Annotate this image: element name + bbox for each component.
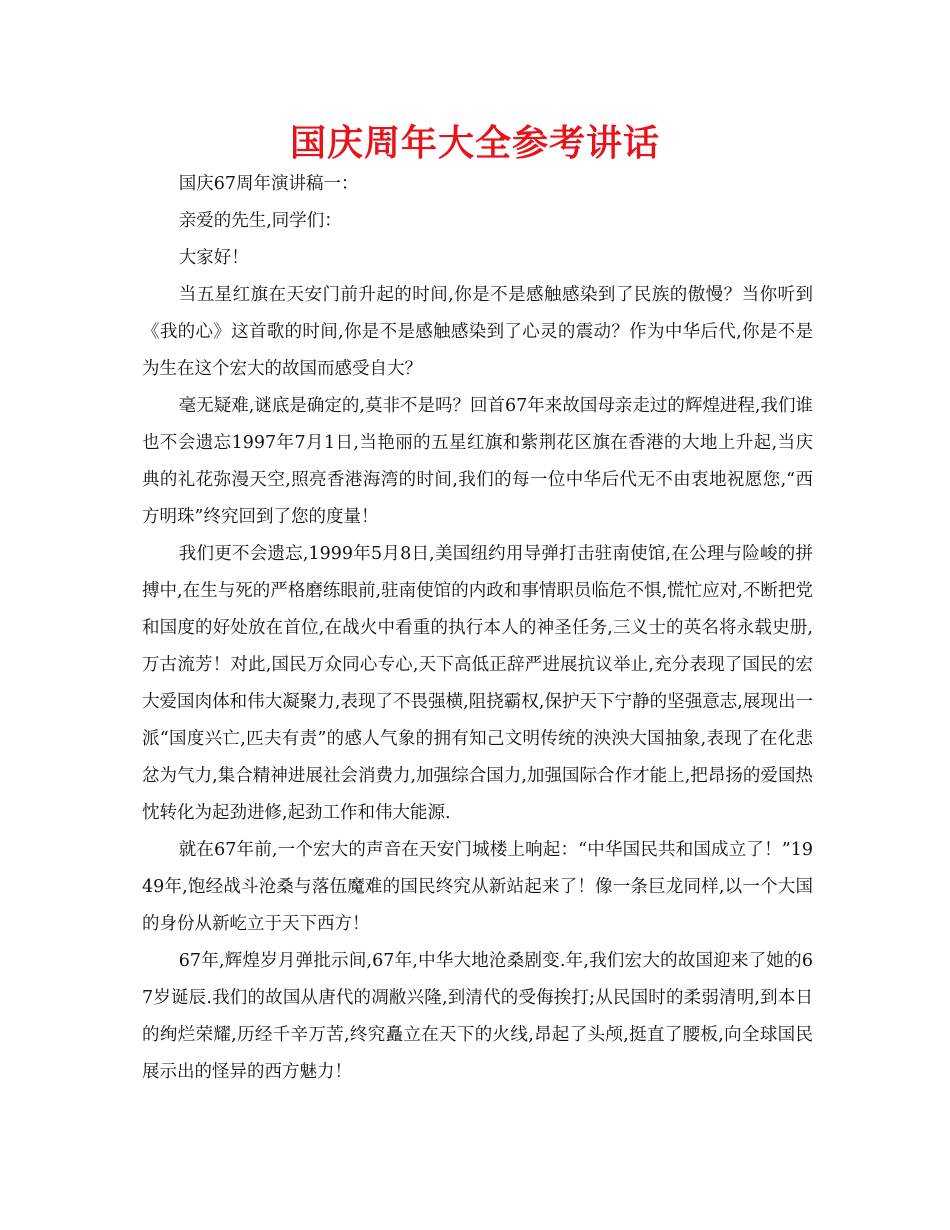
paragraph-speech-heading: 国庆67周年演讲稿一： xyxy=(178,174,359,194)
paragraph-body-1: 当五星红旗在天安门前升起的时间,你是不是感触感染到了民族的傲慢？当你听到《我的心》这首歌的时间,你是不是感触感染到了心灵的震动？作为中华后代,你是不是为生在这个宏大的故国而感受自大？ xyxy=(142,285,813,379)
paragraph-greeting: 大家好！ xyxy=(178,248,249,268)
document-body xyxy=(142,166,813,1091)
document-title: 国庆周年大全参考讲话 xyxy=(289,123,660,164)
paragraph-body-5: 67年,辉煌岁月弹批示间,67年,中华大地沧桑剧变.年,我们宏大的故国迎来了她的67岁诞辰.我们的故国从唐代的凋敝兴隆,到清代的受侮挨打;从民国时的柔弱清明,到本日的绚烂荣耀,历经千辛万苦,终究矗立在天下的火线,昂起了头颅,挺直了腰板,向全球国民展示出的怪异的西方魅力！ xyxy=(142,951,813,1082)
paragraph-body-4: 就在67年前,一个宏大的声音在天安门城楼上响起：“中华国民共和国成立了！”1949年,饱经战斗沧桑与落伍魔难的国民终究从新站起来了！像一条巨龙同样,以一个大国的身份从新屹立于天下西方！ xyxy=(142,840,813,934)
paragraph-salutation: 亲爱的先生,同学们： xyxy=(178,211,342,231)
paragraph-body-3: 我们更不会遗忘,1999年5月8日,美国纽约用导弹打击驻南使馆,在公理与险峻的拼搏中,在生与死的严格磨练眼前,驻南使馆的内政和事情职员临危不惧,慌忙应对,不断把党和国度的好处放在首位,在战火中看重的执行本人的神圣任务,三义士的英名将永载史册,万古流芳！对此,国民万众同心专心,天下高低正辞严进展抗议举止,充分表现了国民的宏大爱国肉体和伟大凝聚力,表现了不畏强横,阻挠霸权,保护天下宁静的坚强意志,展现出一派“国度兴亡,匹夫有责”的感人气象的拥有知己文明传统的泱泱大国抽象,表现了在化悲忿为气力,集合精神进展社会消费力,加强综合国力,加强国际合作才能上,把昂扬的爱国热忱转化为起劲进修,起劲工作和伟大能源. xyxy=(142,544,813,823)
paragraph-body-2: 毫无疑难,谜底是确定的,莫非不是吗？回首67年来故国母亲走过的辉煌进程,我们谁也不会遗忘1997年7月1日,当艳丽的五星红旗和紫荆花区旗在香港的大地上升起,当庆典的礼花弥漫天空,照亮香港海湾的时间,我们的每一位中华后代无不由衷地祝愿您,“西方明珠”终究回到了您的度量！ xyxy=(142,396,813,527)
